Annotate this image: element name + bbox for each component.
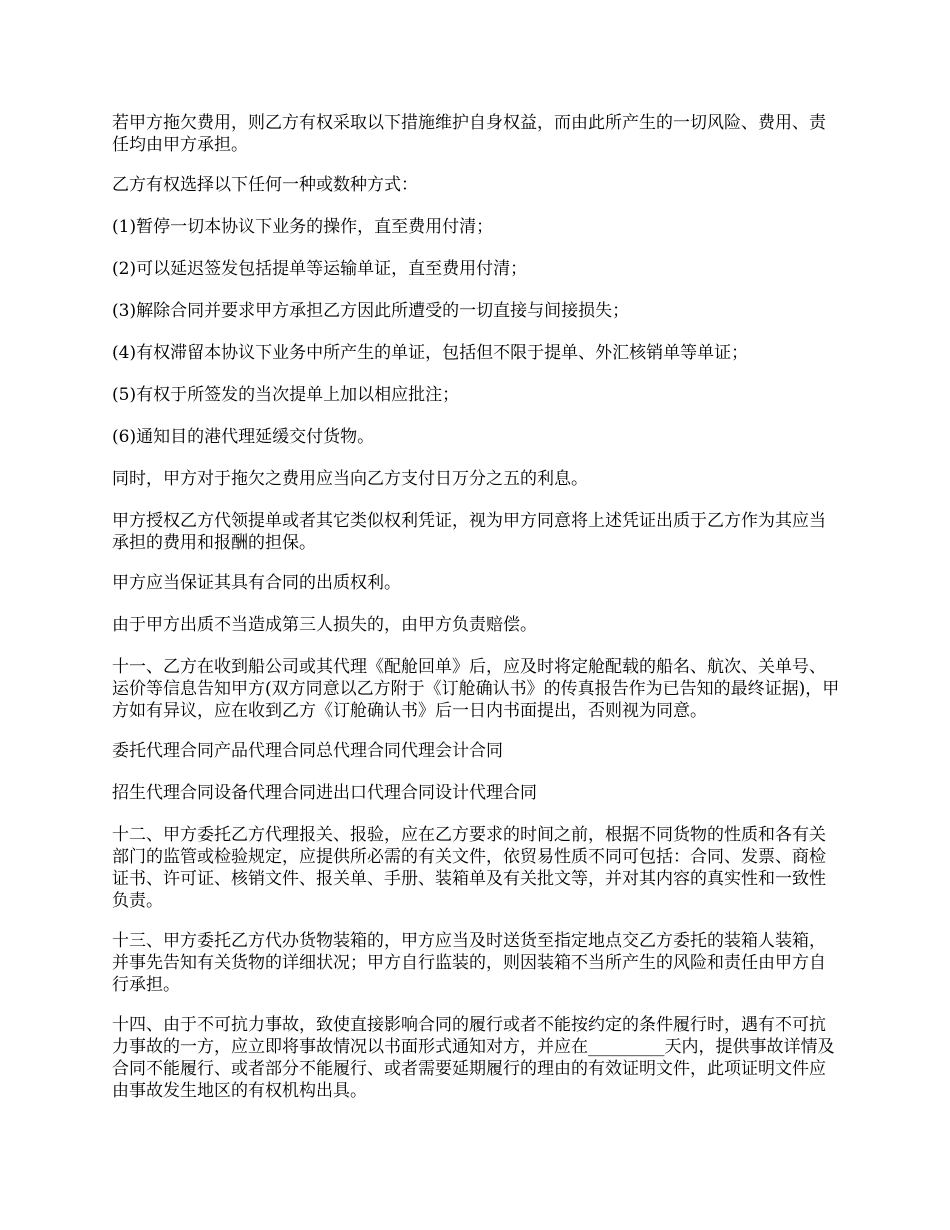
paragraph-clause-12: 十二、甲方委托乙方代理报关、报验，应在乙方要求的时间之前，根据不同货物的性质和各有关部门的监管或检验规定，应提供所必需的有关文件，依贸易性质不同可包括：合同、发票、商检证书、许可证、核销文件、报关单、手册、装箱单及有关批文等，并对其内容的真实性和一致性负责。 bbox=[112, 825, 826, 911]
paragraph-clause-13: 十三、甲方委托乙方代办货物装箱的，甲方应当及时送货至指定地点交乙方委托的装箱人装箱，并事先告知有关货物的详细状况；甲方自行监装的，则因装箱不当所产生的风险和责任由甲方自行承担。 bbox=[112, 931, 826, 995]
paragraph-pledge-right: 甲方应当保证其具有合同的出质权利。 bbox=[112, 573, 401, 593]
paragraph-related-contracts-1: 委托代理合同产品代理合同总代理合同代理会计合同 bbox=[112, 741, 503, 761]
paragraph-option-2: (2)可以延迟签发包括提单等运输单证，直至费用付清； bbox=[112, 259, 528, 279]
paragraph-related-contracts-2: 招生代理合同设备代理合同进出口代理合同设计代理合同 bbox=[112, 783, 537, 803]
paragraph-option-5: (5)有权于所签发的当次提单上加以相应批注； bbox=[112, 385, 460, 405]
paragraph-option-6: (6)通知目的港代理延缓交付货物。 bbox=[112, 427, 375, 447]
paragraph-options-intro: 乙方有权选择以下任何一种或数种方式： bbox=[112, 175, 418, 195]
paragraph-clause-14: 十四、由于不可抗力事故，致使直接影响合同的履行或者不能按约定的条件履行时，遇有不可抗力事故的一方，应立即将事故情况以书面形式通知对方，并应在_________天内，提供事故详情及合同不能履行、或者部分不能履行、或者需要延期履行的理由的有效证明文件，此项证明文件应由事故发生地区的有权机构出具。 bbox=[112, 1015, 835, 1101]
paragraph-option-4: (4)有权滞留本协议下业务中所产生的单证，包括但不限于提单、外汇核销单等单证； bbox=[112, 343, 749, 363]
paragraph-arrears-remedies: 若甲方拖欠费用，则乙方有权采取以下措施维护自身权益，而由此所产生的一切风险、费用、责任均由甲方承担。 bbox=[112, 113, 826, 155]
paragraph-interest: 同时，甲方对于拖欠之费用应当向乙方支付日万分之五的利息。 bbox=[112, 469, 588, 489]
paragraph-pledge-liability: 由于甲方出质不当造成第三人损失的，由甲方负责赔偿。 bbox=[112, 615, 537, 635]
document-body bbox=[112, 112, 842, 1120]
paragraph-option-3: (3)解除合同并要求甲方承担乙方因此所遭受的一切直接与间接损失； bbox=[112, 301, 630, 321]
paragraph-clause-11: 十一、乙方在收到船公司或其代理《配舱回单》后，应及时将定舱配载的船名、航次、关单号、运价等信息告知甲方(双方同意以乙方附于《订舱确认书》的传真报告作为已告知的最终证据)，甲方如有异议，应在收到乙方《订舱确认书》后一日内书面提出，否则视为同意。 bbox=[112, 657, 840, 721]
paragraph-pledge-authorization: 甲方授权乙方代领提单或者其它类似权利凭证，视为甲方同意将上述凭证出质于乙方作为其应当承担的费用和报酬的担保。 bbox=[112, 511, 826, 553]
paragraph-option-1: (1)暂停一切本协议下业务的操作，直至费用付清； bbox=[112, 217, 494, 237]
